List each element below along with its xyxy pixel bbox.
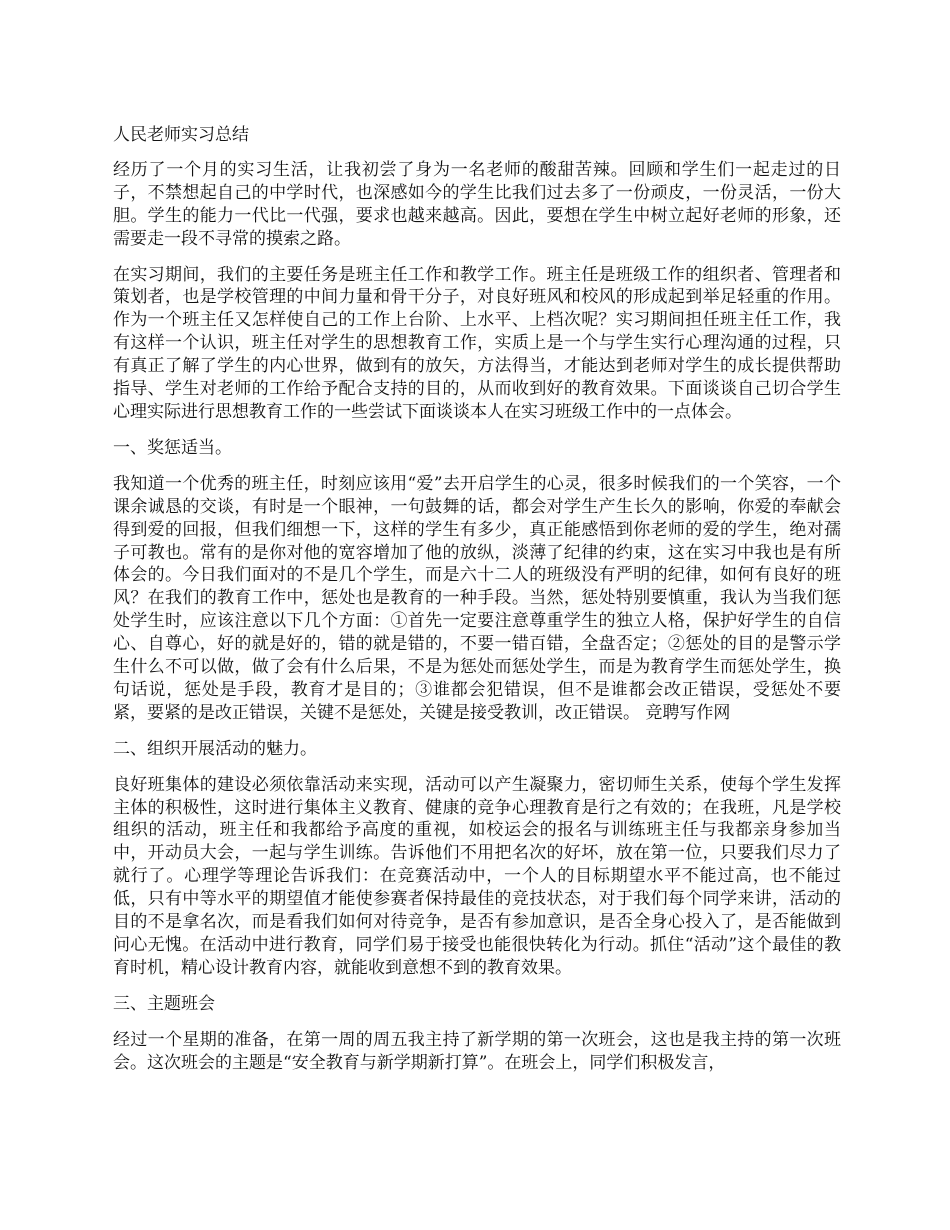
paragraph-intro: 经历了一个月的实习生活，让我初尝了身为一名老师的酸甜苦辣。回顾和学生们一起走过的日子，不禁想起自己的中学时代，也深感如今的学生比我们过去多了一份顽皮，一份灵活，一份大胆。学生的能力一代比一代强，要求也越来越高。因此，要想在学生中树立起好老师的形象，还需要走一段不寻常的摸索之路。: [113, 159, 841, 249]
paragraph-class-meeting: 经过一个星期的准备，在第一周的周五我主持了新学期的第一次班会，这也是我主持的第一次班会。这次班会的主题是“安全教育与新学期新打算”。在班会上，同学们积极发言，: [113, 1029, 841, 1073]
section-heading-class-meeting: 三、主题班会: [113, 993, 215, 1014]
paragraph-internship-tasks: 在实习期间，我们的主要任务是班主任工作和教学工作。班主任是班级工作的组织者、管理者和策划者，也是学校管理的中间力量和骨干分子，对良好班风和校风的形成起到举足轻重的作用。作为一个班主任又怎样使自己的工作上台阶、上水平、上档次呢？实习期间担任班主任工作，我有这样一个认识，班主任对学生的思想教育工作，实质上是一个与学生实行心理沟通的过程，只有真正了解了学生的内心世界，做到有的放矢，方法得当，才能达到老师对学生的成长提供帮助指导、学生对老师的工作给予配合支持的目的，从而收到好的教育效果。下面谈谈自己切合学生心理实际进行思想教育工作的一些尝试下面谈谈本人在实习班级工作中的一点体会。: [113, 264, 841, 422]
document-page: [113, 124, 841, 1088]
paragraph-activities: 良好班集体的建设必须依靠活动来实现，活动可以产生凝聚力，密切师生关系，使每个学生发挥主体的积极性，这时进行集体主义教育、健康的竞争心理教育是行之有效的；在我班，凡是学校组织的活动，班主任和我都给予高度的重视，如校运会的报名与训练班主任与我都亲身参加当中，开动员大会，一起与学生训练。告诉他们不用把名次的好坏，放在第一位，只要我们尽力了就行了。心理学等理论告诉我们：在竞赛活动中，一个人的目标期望水平不能过高，也不能过低，只有中等水平的期望值才能使参赛者保持最佳的竞技状态，对于我们每个同学来讲，活动的目的不是拿名次，而是看我们如何对待竞争，是否有参加意识，是否全身心投入了，是否能做到问心无愧。在活动中进行教育，同学们易于接受也能很快转化为行动。抓住“活动”这个最佳的教育时机，精心设计教育内容，就能收到意想不到的教育效果。: [113, 774, 841, 978]
document-title: 人民老师实习总结: [113, 125, 249, 145]
paragraph-rewards: 我知道一个优秀的班主任，时刻应该用“爱”去开启学生的心灵，很多时候我们的一个笑容，一个课余诚恳的交谈，有时是一个眼神，一句鼓舞的话，都会对学生产生长久的影响，你爱的奉献会得到爱的回报，但我们细想一下，这样的学生有多少，真正能感悟到你老师的爱的学生，绝对孺子可教也。常有的是你对他的宽容增加了他的放纵，淡薄了纪律的约束，这在实习中我也是有所体会的。今日我们面对的不是几个学生，而是六十二人的班级没有严明的纪律，如何有良好的班风？在我们的教育工作中，惩处也是教育的一种手段。当然，惩处特别要慎重，我认为当我们惩处学生时，应该注意以下几个方面：①首先一定要注意尊重学生的独立人格，保护好学生的自信心、自尊心，好的就是好的，错的就是错的，不要一错百错，全盘否定；②惩处的目的是警示学生什么不可以做，做了会有什么后果，不是为惩处而惩处学生，而是为教育学生而惩处学生，换句话说，惩处是手段，教育才是目的；③谁都会犯错误，但不是谁都会改正错误，受惩处不要紧，要紧的是改正错误，关键不是惩处，关键是接受教训，改正错误。 竞聘写作网: [113, 473, 841, 723]
section-heading-activities: 二、组织开展活动的魅力。: [113, 738, 317, 759]
section-heading-rewards: 一、奖惩适当。: [113, 437, 232, 458]
